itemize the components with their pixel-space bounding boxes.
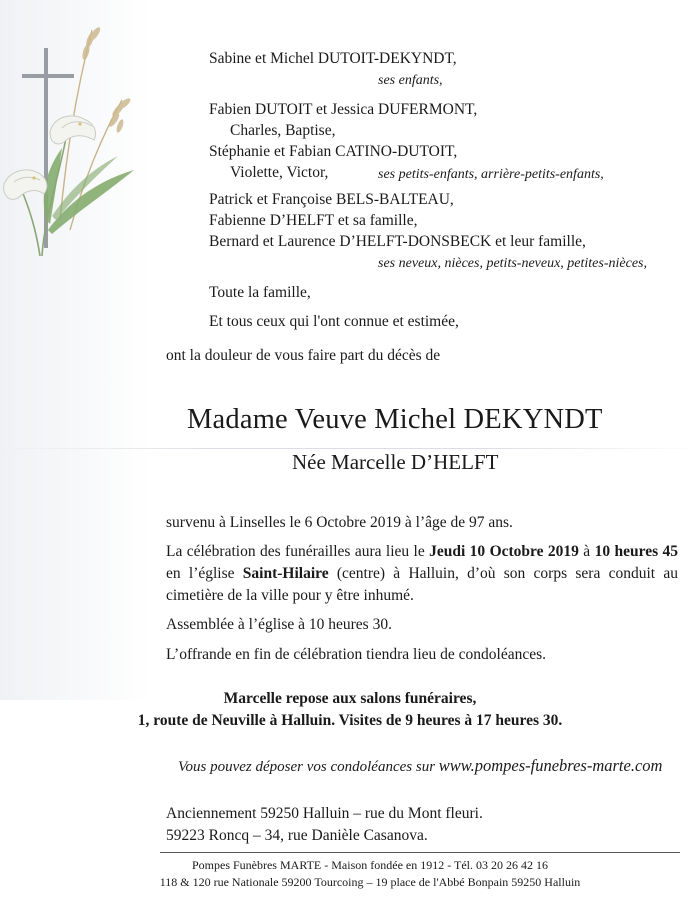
footer-line: 118 & 120 rue Nationale 59200 Tourcoing – 19 place de l'Abbé Bonpain 59250 Halluin — [159, 875, 581, 889]
address-line: Anciennement 59250 Halluin – rue du Mont fleuri. — [166, 805, 483, 822]
family-line: Patrick et Françoise BELS-BALTEAU, — [209, 191, 454, 208]
celebration-time: 10 heures 45 — [594, 543, 678, 560]
family-line: Violette, Victor, — [230, 164, 329, 181]
celebration-text: en l’église — [166, 565, 243, 582]
family-relation: ses neveux, nièces, petits-neveux, petites-nièces, — [378, 256, 647, 271]
deceased-name: Madame Veuve Michel DEKYNDT — [187, 404, 603, 435]
family-line: Bernard et Laurence D’HELFT-DONSBECK et leur famille, — [209, 233, 586, 250]
celebration-text: La célébration des funérailles aura lieu le — [166, 543, 430, 560]
salon-line: 1, route de Neuville à Halluin. Visites de 9 heures à 17 heures 30. — [137, 712, 563, 729]
family-relation: ses enfants, — [378, 73, 443, 88]
condolences-text: Vous pouvez déposer vos condoléances sur — [178, 759, 439, 775]
footer-divider — [160, 852, 680, 853]
cross-lily-decoration — [0, 20, 140, 260]
celebration-paragraph — [166, 541, 678, 607]
assembly-text: Assemblée à l’église à 10 heures 30. — [166, 616, 392, 633]
family-line: Charles, Baptise, — [230, 122, 336, 139]
address-line: 59223 Roncq – 34, rue Danièle Casanova. — [166, 827, 428, 844]
family-line: Fabien DUTOIT et Jessica DUFERMONT, — [209, 101, 478, 118]
family-line: Sabine et Michel DUTOIT-DEKYNDT, — [209, 50, 457, 67]
salon-line: Marcelle repose aux salons funéraires, — [223, 690, 477, 707]
condolences-line — [178, 757, 662, 776]
family-line: Et tous ceux qui l'ont connue et estimée, — [209, 313, 459, 330]
fold-line — [0, 448, 700, 449]
condolences-url-link[interactable]: www.pompes-funebres-marte.com — [438, 756, 663, 775]
family-line: Toute la famille, — [209, 284, 311, 301]
death-details: survenu à Linselles le 6 Octobre 2019 à l’âge de 97 ans. — [166, 514, 513, 531]
announcement-text: ont la douleur de vous faire part du décès de — [166, 347, 441, 364]
celebration-text: (centre) à Halluin, d’où son corps sera conduit au cimetière de la ville pour y être inhumé. — [166, 565, 678, 604]
offering-text: L’offrande en fin de célébration tiendra lieu de condoléances. — [166, 646, 547, 663]
celebration-date: Jeudi 10 Octobre 2019 — [429, 543, 579, 560]
family-line: Fabienne D’HELFT et sa famille, — [209, 212, 418, 229]
deceased-maiden-name: Née Marcelle D’HELFT — [292, 450, 499, 474]
family-relation: ses petits-enfants, arrière-petits-enfants, — [378, 167, 604, 182]
family-line: Stéphanie et Fabian CATINO-DUTOIT, — [209, 143, 458, 160]
celebration-text: à — [578, 543, 595, 560]
leaf-icon — [44, 148, 134, 234]
celebration-church: Saint-Hilaire — [242, 565, 329, 582]
footer-line: Pompes Funèbres MARTE - Maison fondée en 1912 - Tél. 03 20 26 42 16 — [191, 858, 548, 872]
